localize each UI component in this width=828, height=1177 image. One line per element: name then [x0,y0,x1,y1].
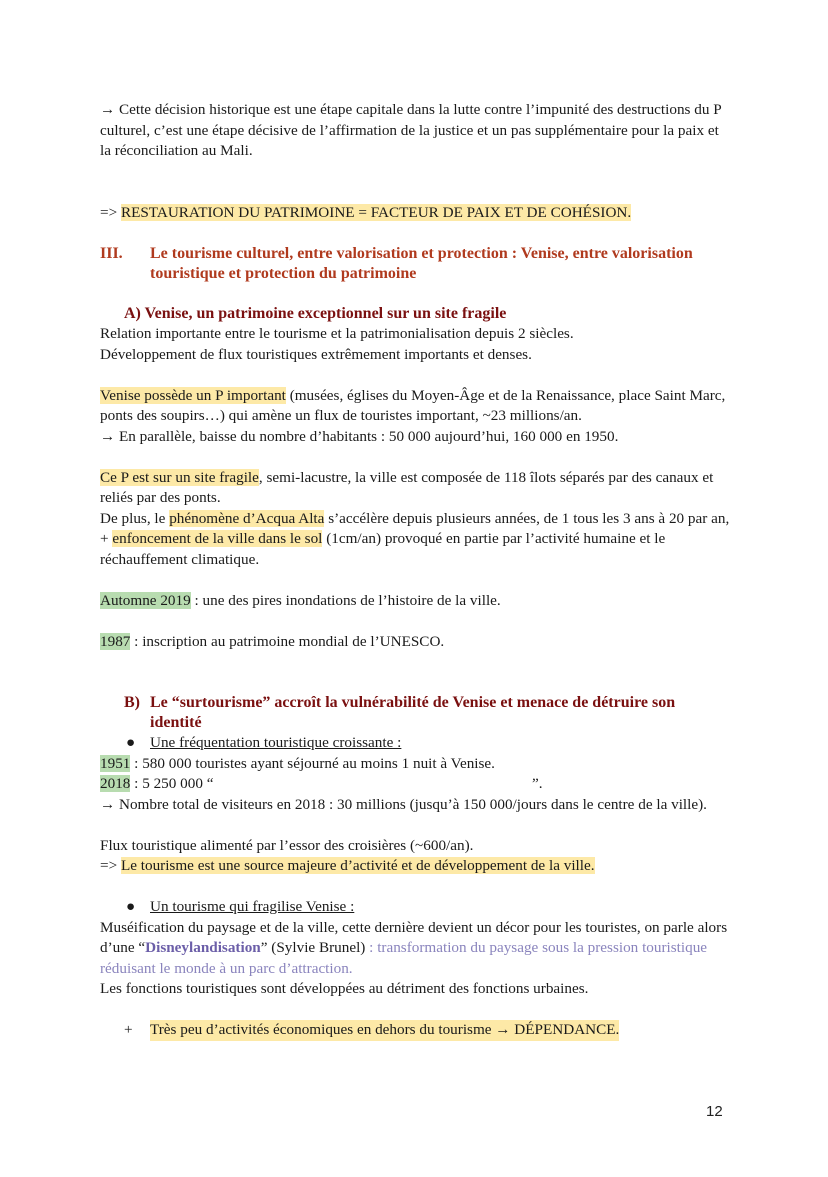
croisieres-line: Flux touristique alimenté par l’essor des croisières (~600/an). [100,836,474,854]
fonctions-line: Les fonctions touristiques sont développées au détriment des fonctions urbaines. [100,980,589,997]
relation-line: Relation importante entre le tourisme et la patrimonialisation depuis 2 siècles. [100,325,574,342]
unesco-line: 1987 : inscription au patrimoine mondial de l’UNESCO. [100,632,445,650]
habitants-line: → En parallèle, baisse du nombre d’habitants : 50 000 aujourd’hui, 160 000 en 1950. [100,427,619,445]
plus-icon: + [124,1021,133,1038]
bullet-fragilise: ● Un tourisme qui fragilise Venise : [100,897,730,918]
decision-paragraph: → Cette décision historique est une étape capitale dans la lutte contre l’impunité des destructions du P culturel, c’est une étape décisive de l’affirmation de la justice et un pas supplémentaire pour la paix et la réconciliation au Mali. [100,101,722,159]
automne-2019-line: Automne 2019 : une des pires inondations de l’histoire de la ville. [100,591,501,609]
restauration-line: => RESTAURATION DU PATRIMOINE = FACTEUR DE PAIX ET DE COHÉSION. [100,203,632,221]
developpement-line: Développement de flux touristiques extrêmement importants et denses. [100,345,532,363]
tourisme-source-line: => Le tourisme est une source majeure d’activité et de développement de la ville. [100,857,595,874]
section-3-number: III. [100,244,123,262]
section-3-title: Le tourisme culturel, entre valorisation et protection : Venise, entre valorisation touristique et protection du patrimoine [150,244,693,282]
line-1951: 1951 : 580 000 touristes ayant séjourné au moins 1 nuit à Venise. [100,754,495,772]
bullet-frequentation: ● Une fréquentation touristique croissante : [100,733,730,754]
museification-paragraph: Muséification du paysage et de la ville, cette dernière devient un décor pour les touristes, on parle alors d’une “Disneylandisation” (Sylvie Brunel) : transformation du paysage sous la pression touristique réduisant le monde à un parc d’attraction. [100,918,728,977]
section-b-title: Le “surtourisme” accroît la vulnérabilité de Venise et menace de détruire son identité [150,694,676,731]
line-2018: 2018 : 5 250 000 “ ”. [100,775,543,792]
page-number: 12 [706,1103,723,1120]
venise-patrimoine-paragraph: Venise possède un P important (musées, églises du Moyen-Âge et de la Renaissance, place Saint Marc, ponts des soupirs…) qui amène un flux de touristes important, ~23 millions/an. [100,386,726,424]
bullet-icon: ● [126,734,136,751]
disneylandisation-term: Disneylandisation [145,939,261,956]
restauration-highlight: RESTAURATION DU PATRIMOINE = FACTEUR DE PAIX ET DE COHÉSION. [120,203,632,221]
bullet-icon: ● [126,898,136,915]
acqua-alta-paragraph: De plus, le phénomène d’Acqua Alta s’accélère depuis plusieurs années, de 1 tous les 3 ans à 20 par an, + enfoncement de la ville dans le sol (1cm/an) provoqué en partie par l’activité humaine et le réchauffement climatique. [100,509,730,568]
section-3-heading [100,244,730,284]
section-b-heading: B) Le “surtourisme” accroît la vulnérabilité de Venise et menace de détruire son identité [100,693,730,733]
section-a-heading: A) Venise, un patrimoine exceptionnel sur un site fragile [124,305,507,322]
dependance-line: + Très peu d’activités économiques en dehors du tourisme → DÉPENDANCE. [100,1020,730,1041]
visiteurs-line: → Nombre total de visiteurs en 2018 : 30 millions (jusqu’à 150 000/jours dans le centre de la ville). [100,795,707,813]
site-fragile-paragraph: Ce P est sur un site fragile, semi-lacustre, la ville est composée de 118 îlots séparés par des canaux et reliés par des ponts. [100,468,714,506]
page-content [100,100,730,1041]
